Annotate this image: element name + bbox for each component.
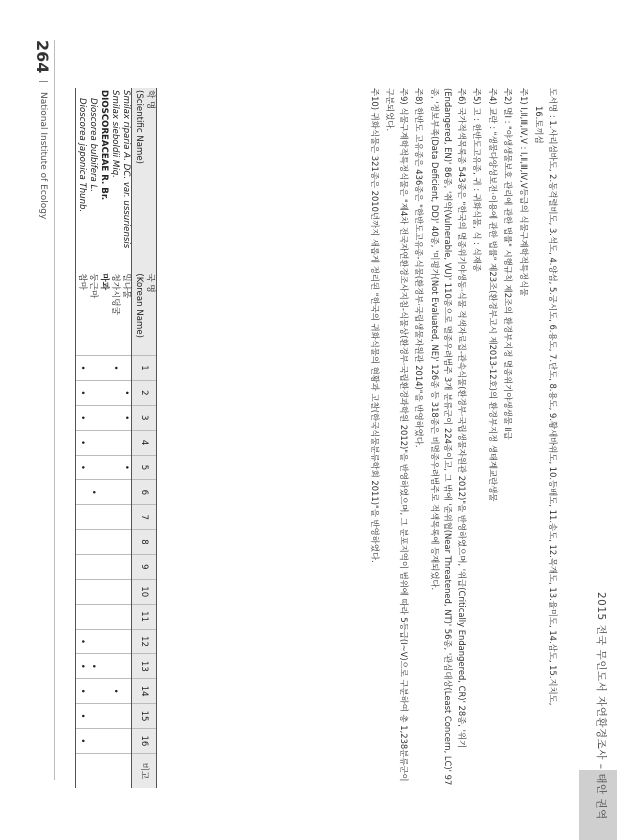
occurrence-cell: •: [109, 679, 120, 704]
remarks-cell: [87, 753, 98, 788]
occurrence-cell: [120, 629, 132, 654]
occurrence-cell: [87, 629, 98, 654]
table-row: [98, 88, 109, 788]
page-separator: |: [38, 80, 48, 84]
occurrence-cell: [98, 579, 109, 604]
occurrence-cell: •: [87, 480, 98, 505]
header-scientific-name: 학 명 (Scientific Name): [132, 88, 157, 271]
occurrence-cell: [109, 704, 120, 729]
footnote: 주1) Ⅰ,Ⅱ,Ⅲ,Ⅳ,Ⅴ : Ⅰ,Ⅱ,Ⅲ,Ⅳ,Ⅴ등급의 식물구계학적특정식물: [519, 88, 529, 297]
occurrence-cell: [87, 554, 98, 579]
occurrence-cell: [76, 579, 88, 604]
banner-title: 2015 전국 무인도서 자연환경조사 – 태안 권역: [595, 592, 607, 820]
occurrence-cell: [109, 480, 120, 505]
occurrence-cell: [87, 405, 98, 430]
page-number: 264: [33, 40, 52, 74]
header-col: 15: [132, 704, 157, 729]
occurrence-cell: •: [76, 704, 88, 729]
occurrence-cell: [120, 654, 132, 679]
occurrence-cell: [98, 380, 109, 405]
occurrence-cell: [98, 430, 109, 455]
remarks-cell: [98, 753, 109, 788]
header-col: 6: [132, 480, 157, 505]
korean-name-cell: 청가시덩굴: [110, 273, 120, 315]
occurrence-cell: [98, 356, 109, 381]
header-col: 14: [132, 679, 157, 704]
occurrence-cell: [98, 480, 109, 505]
header-col: 5: [132, 455, 157, 480]
korean-name-cell: 마과: [99, 273, 109, 290]
occurrence-cell: [87, 430, 98, 455]
occurrence-cell: •: [76, 430, 88, 455]
occurrence-cell: [98, 704, 109, 729]
occurrence-cell: [109, 430, 120, 455]
occurrence-cell: [120, 530, 132, 555]
occurrence-cell: [98, 554, 109, 579]
occurrence-cell: [98, 728, 109, 753]
occurrence-cell: [76, 530, 88, 555]
occurrence-cell: [109, 530, 120, 555]
footnote: 주5) 고 : 한반도고유종, 귀 : 귀화식물, 식 : 식재종: [472, 88, 483, 272]
occurrence-cell: •: [76, 679, 88, 704]
occurrence-cell: [120, 480, 132, 505]
occurrence-cell: •: [120, 405, 132, 430]
occurrence-cell: [87, 579, 98, 604]
header-col: 7: [132, 505, 157, 530]
table-row: [76, 88, 88, 788]
footnote: 주8) 한반도 고유종은 436종은 "한반도고유종-식물(환경부·국립생물자원관 2014)"을 반영하였다.: [414, 88, 425, 448]
occurrence-cell: [76, 480, 88, 505]
occurrence-cell: [87, 704, 98, 729]
occurrence-cell: [76, 554, 88, 579]
occurrence-cell: [109, 654, 120, 679]
scientific-name-cell: Smilax sieboldii Miq.: [110, 90, 120, 178]
table-row: [109, 88, 120, 788]
occurrence-cell: [98, 604, 109, 629]
occurrence-cell: [120, 505, 132, 530]
table-body: [76, 88, 132, 788]
occurrence-cell: [120, 356, 132, 381]
occurrence-cell: [76, 604, 88, 629]
occurrence-cell: [109, 604, 120, 629]
occurrence-cell: [120, 704, 132, 729]
occurrence-cell: •: [76, 728, 88, 753]
occurrence-cell: •: [76, 405, 88, 430]
occurrence-cell: [98, 505, 109, 530]
table-row: [87, 88, 98, 788]
header-rule: [54, 40, 55, 780]
header-col: 11: [132, 604, 157, 629]
scientific-name-cell: Smilax riparia A. DC. var. ussuriensis: [121, 90, 131, 249]
occurrence-cell: [109, 455, 120, 480]
occurrence-cell: •: [120, 380, 132, 405]
footnotes: [366, 88, 560, 788]
occurrence-cell: [109, 405, 120, 430]
korean-name-cell: 둥근마: [88, 273, 98, 299]
header-remarks: 비고: [132, 753, 157, 788]
institute-name: National Institute of Ecology: [38, 92, 48, 220]
occurrence-cell: [120, 554, 132, 579]
occurrence-cell: [109, 554, 120, 579]
header-col: 10: [132, 579, 157, 604]
occurrence-cell: [109, 728, 120, 753]
occurrence-cell: [120, 604, 132, 629]
occurrence-cell: [87, 455, 98, 480]
header-col: 1: [132, 356, 157, 381]
scientific-name-cell: DIOSCOREACEAE R. Br.: [99, 90, 109, 201]
occurrence-cell: [109, 505, 120, 530]
footnote: 주9) 식물구계학적특정식물은 "제4차 전국자연환경조사지침-식물상(환경부·국립환경과학원 2012)"을 반영하였으며, 그 분포지역이 범위에 따라 5등급(Ⅰ~Ⅴ)으로 구분하여 총 1,238분류군이 구분되었다.: [385, 88, 409, 782]
occurrence-cell: [109, 629, 120, 654]
occurrence-cell: [87, 679, 98, 704]
occurrence-cell: [98, 405, 109, 430]
occurrence-cell: [87, 380, 98, 405]
header-col: 12: [132, 629, 157, 654]
occurrence-cell: [87, 728, 98, 753]
occurrence-cell: [87, 356, 98, 381]
remarks-cell: [109, 753, 120, 788]
header-col: 4: [132, 430, 157, 455]
korean-name-cell: 참마: [76, 271, 88, 355]
scientific-name-cell: Dioscorea japonica Thunb.: [76, 88, 88, 271]
occurrence-cell: [109, 380, 120, 405]
footnote: 도서명 : 1.사리섬바도, 2.동격렬비도, 3.석도, 4.양섬, 5.궁시도, 6.용도, 7.단도, 8.용도, 9.황새바위도, 10.등배도, 11.송도, 12.목개도, 13.율미도, 14.삼도, 15.지치도,: [548, 88, 558, 706]
occurrence-cell: [87, 530, 98, 555]
remarks-cell: [120, 753, 132, 788]
occurrence-cell: [98, 654, 109, 679]
footnote: 주6) 국가적색목록종 543종은 "한국의 멸종위기야생동·식물 적색자료집-관속식물(환경부·국립생물자원관 2012)"을 반영하였으며, '위급(Critically Endangered, CR)' 28종, '위기(Endangered, EN)' 86종, '취약(Vulnerable, VU)' 110종으로 멸종우려범주 3개 분류군이 224종이고, 그 밖에 '준위협(Near Threatened, NT)' 56종, '관심대상(Least Concern, LC)' 97종, '정보부족(Data Deficient, DD)' 40종, '미평가(Not Evaluated, NE)' 126종 등 318종은 비멸종우려범주로 적색목록에 등재되었다.: [430, 88, 467, 786]
occurrence-cell: •: [87, 654, 98, 679]
footnote: 주10) 귀화식물은 321종은 2010년까지 새롭게 정리된 "한국의 귀화식물의 현황과 고찰(한국식물분류학회 2011)"을 반영하였다.: [370, 88, 380, 563]
occurrence-cell: [98, 679, 109, 704]
occurrence-cell: [120, 679, 132, 704]
occurrence-cell: •: [76, 455, 88, 480]
occurrence-cell: [120, 430, 132, 455]
occurrence-cell: [120, 579, 132, 604]
occurrence-cell: •: [76, 629, 88, 654]
header-col: 8: [132, 530, 157, 555]
header-korean-name: 국 명 (Korean Name): [132, 271, 157, 355]
occurrence-cell: [98, 530, 109, 555]
header-col: 13: [132, 654, 157, 679]
footnote: 16.토끼섬: [534, 106, 545, 144]
table-header-row: [132, 88, 157, 788]
footnote: 주2) 멸Ⅰ : "야생생물보호 관리에 관한 법률" 시행규칙 제2조의 환경부지정 멸종위기야생생물 Ⅱ급: [503, 88, 514, 440]
occurrence-cell: •: [109, 356, 120, 381]
footnote: 주4) 교란 : "생물다양성보전·이용에 관한 법률" 제23조(환경부고시 제2013-12호)의 환경부지정 생태계교란생물: [488, 88, 498, 502]
occurrence-cell: [98, 629, 109, 654]
header-col: 2: [132, 380, 157, 405]
occurrence-cell: [120, 728, 132, 753]
remarks-cell: [76, 753, 88, 788]
header-col: 9: [132, 554, 157, 579]
korean-name-cell: 밀나물: [121, 273, 131, 299]
table-row: [120, 88, 132, 788]
occurrence-cell: •: [120, 455, 132, 480]
species-table: [75, 88, 157, 788]
occurrence-cell: [87, 604, 98, 629]
header-col: 3: [132, 405, 157, 430]
occurrence-cell: •: [76, 356, 88, 381]
scientific-name-cell: Dioscorea bulbifera L.: [88, 98, 98, 193]
occurrence-cell: [98, 455, 109, 480]
occurrence-cell: [87, 505, 98, 530]
occurrence-cell: [109, 579, 120, 604]
occurrence-cell: •: [76, 654, 88, 679]
occurrence-cell: [76, 505, 88, 530]
header-col: 16: [132, 728, 157, 753]
occurrence-cell: •: [76, 380, 88, 405]
